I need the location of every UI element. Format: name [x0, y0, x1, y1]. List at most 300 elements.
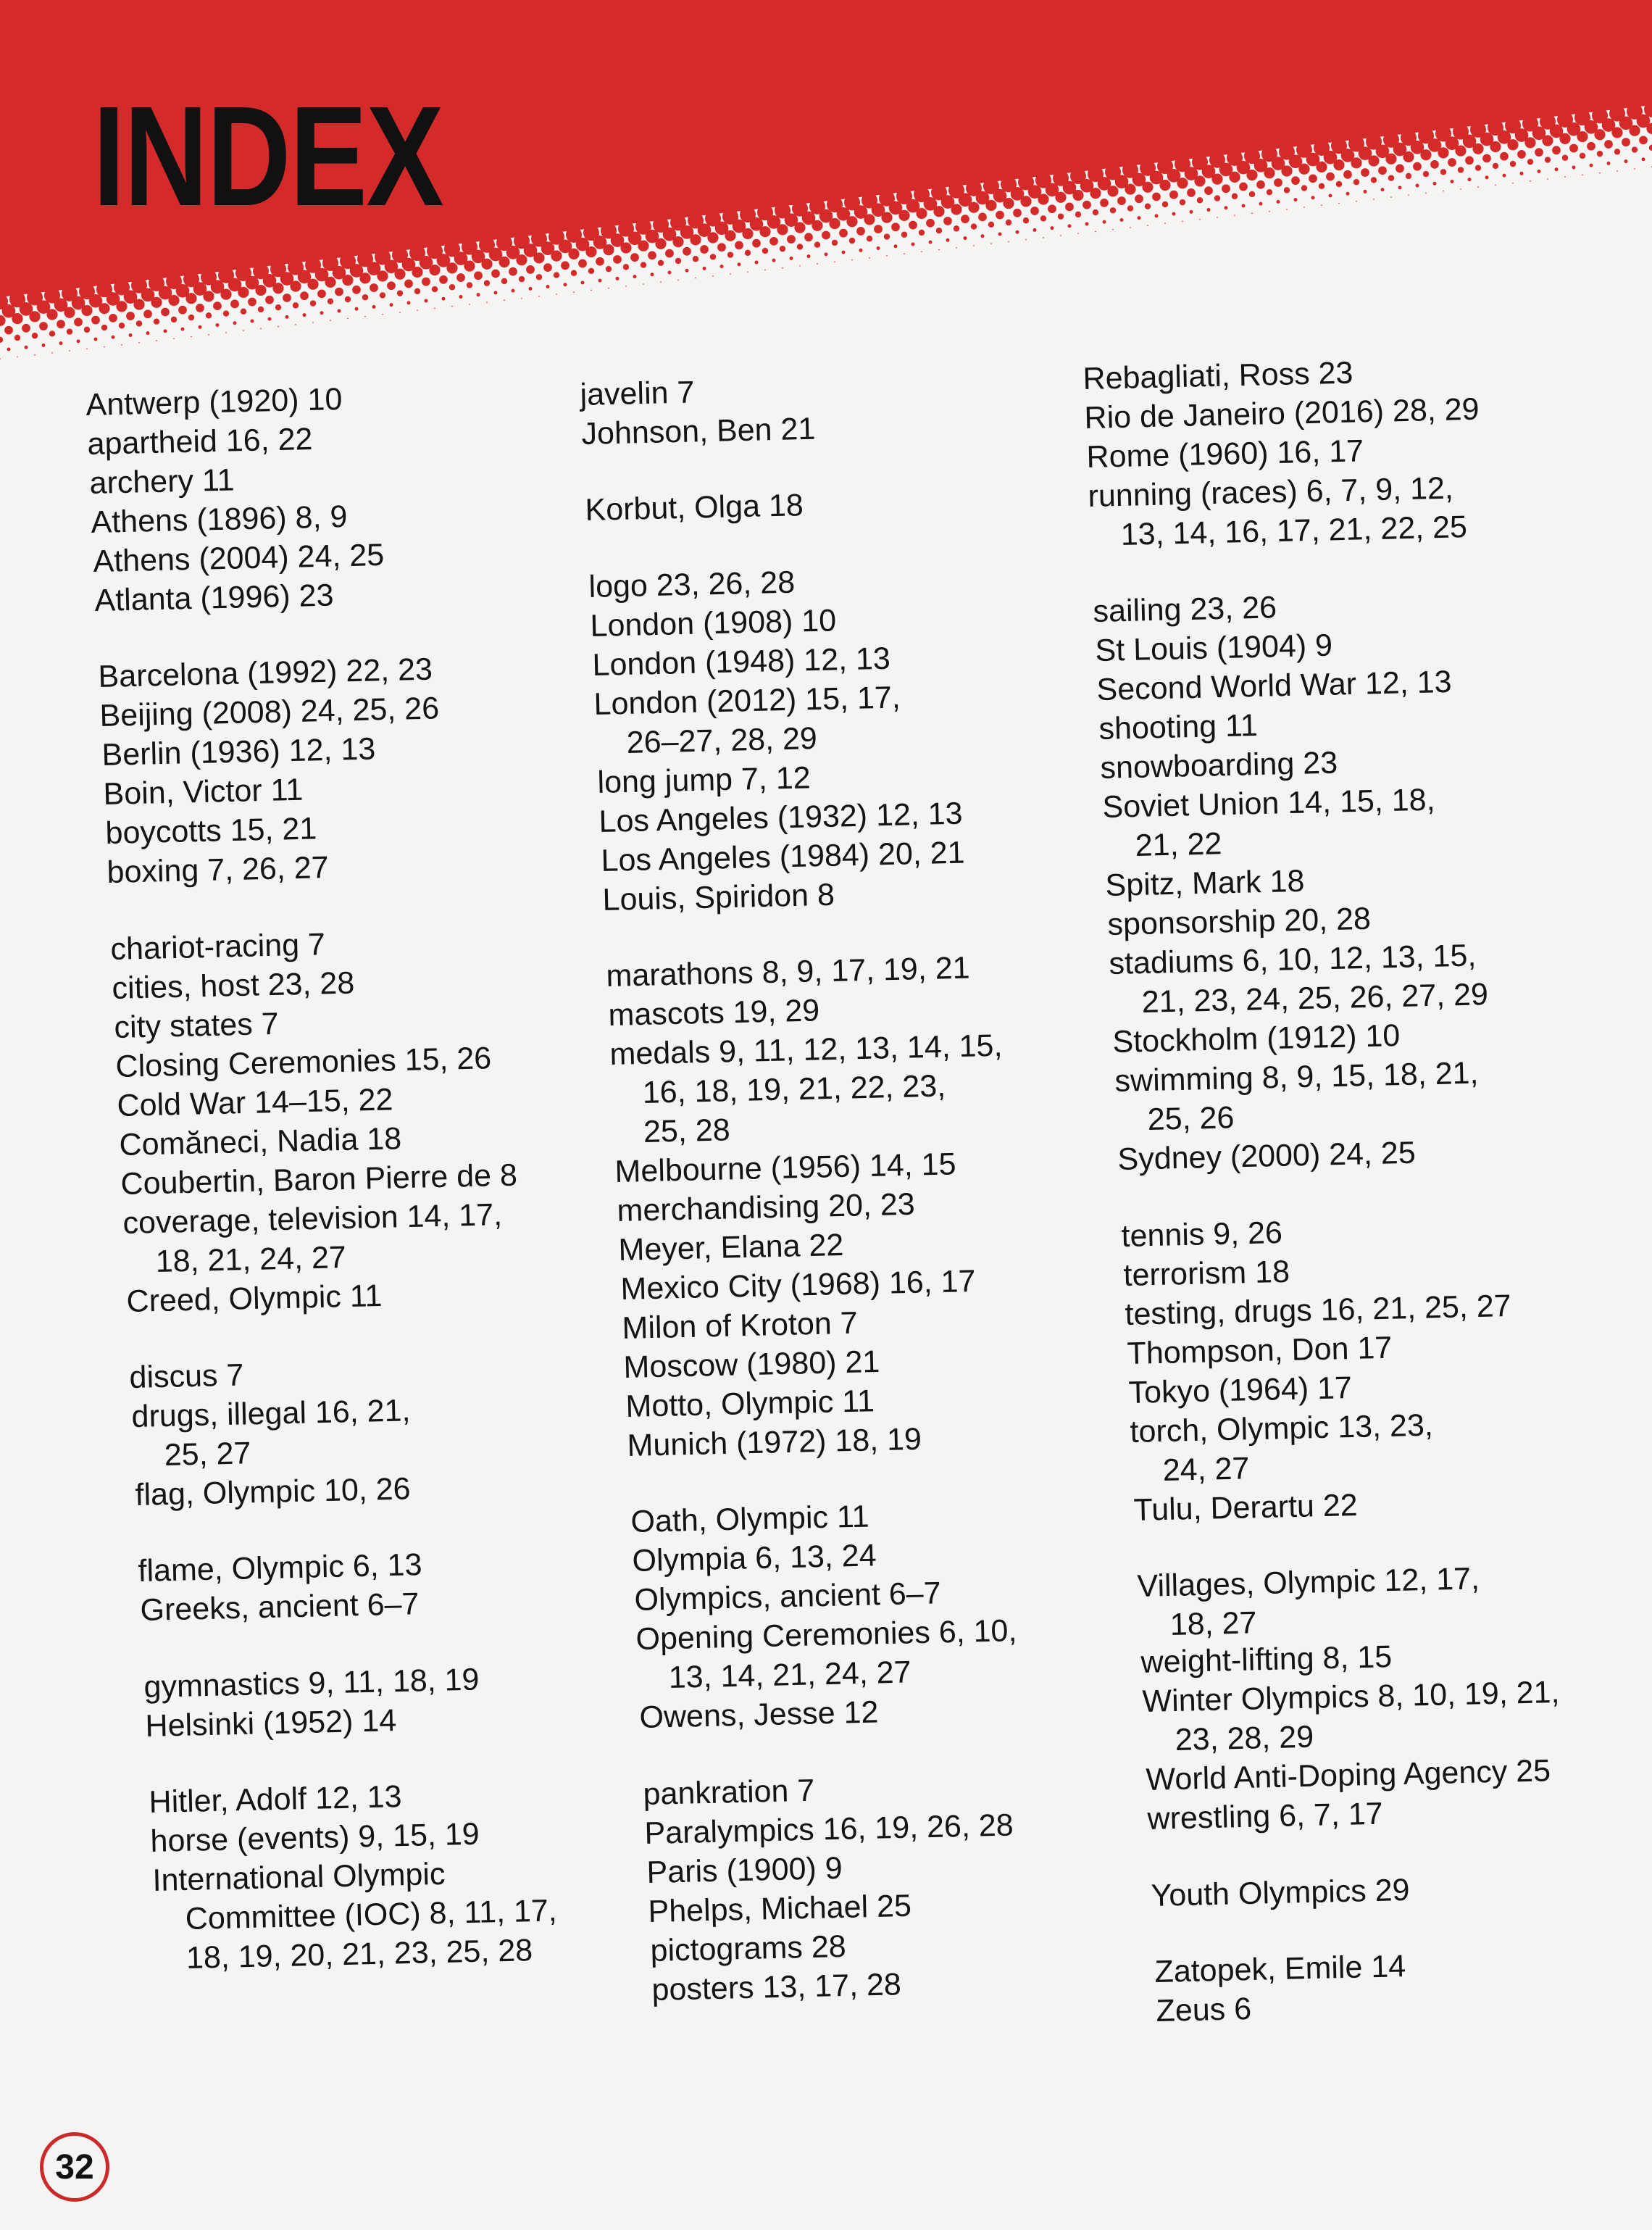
halftone-dot	[1587, 142, 1595, 151]
halftone-dot	[116, 301, 127, 312]
halftone-dot	[1316, 162, 1327, 172]
halftone-dot	[919, 230, 925, 236]
halftone-dot	[1048, 204, 1056, 213]
halftone-dot	[1364, 190, 1367, 194]
halftone-dot	[1033, 228, 1037, 232]
halftone-dot	[1458, 167, 1464, 172]
index-term: pictograms 28	[649, 1929, 846, 1968]
halftone-dot	[1485, 175, 1489, 179]
halftone-dot	[516, 254, 527, 265]
halftone-dot	[225, 332, 227, 333]
halftone-dot	[1569, 144, 1578, 153]
index-term: logo 23, 26, 28	[588, 565, 796, 604]
index-term: Paris (1900) 9	[646, 1850, 843, 1890]
index-term: wrestling 6, 7, 17	[1147, 1796, 1384, 1837]
index-term: Winter Olympics 8, 10, 19, 21,	[1142, 1675, 1561, 1720]
halftone-dot	[283, 294, 291, 302]
index-term: Paralympics 16, 19, 26, 28	[644, 1807, 1014, 1851]
halftone-dot	[707, 232, 718, 243]
halftone-dot	[1120, 218, 1124, 222]
halftone-dot	[938, 249, 940, 251]
halftone-dot	[561, 261, 570, 270]
halftone-dot	[1465, 156, 1474, 165]
halftone-dot	[968, 202, 979, 213]
halftone-dot	[961, 215, 969, 223]
halftone-dot	[22, 324, 30, 333]
halftone-dot	[1110, 207, 1116, 213]
halftone-dot	[481, 259, 492, 270]
halftone-dot	[1632, 146, 1638, 152]
halftone-dot	[1562, 155, 1568, 161]
halftone-dot	[571, 270, 577, 276]
halftone-dot	[978, 212, 987, 221]
header-banner	[0, 0, 1652, 362]
index-term: Boin, Victor 11	[103, 773, 304, 812]
halftone-dot	[74, 318, 83, 327]
index-term: stadiums 6, 10, 12, 13, 15,	[1109, 938, 1477, 982]
halftone-dot	[1277, 200, 1280, 204]
halftone-dot	[996, 211, 1004, 220]
halftone-dot	[1125, 183, 1135, 194]
halftone-dot	[1388, 175, 1394, 180]
index-term: London (1948) 12, 13	[591, 641, 891, 683]
halftone-dot	[533, 252, 544, 263]
index-term: posters 13, 17, 28	[651, 1966, 902, 2008]
halftone-dot	[787, 235, 796, 244]
halftone-dot	[206, 312, 212, 318]
halftone-dot	[630, 253, 639, 262]
halftone-dot	[735, 241, 743, 250]
index-term: Coubertin, Baron Pierre de 8	[120, 1157, 518, 1202]
halftone-dot	[171, 317, 177, 323]
halftone-dot	[86, 348, 88, 349]
halftone-dot	[1326, 172, 1335, 181]
halftone-dot	[1204, 186, 1213, 195]
index-term: marathons 8, 9, 17, 19, 21	[606, 950, 971, 994]
halftone-dot	[1187, 188, 1196, 197]
halftone-dot	[985, 200, 996, 211]
index-term: Stockholm (1912) 10	[1112, 1018, 1401, 1060]
index-continuation: 21, 22	[1134, 826, 1222, 864]
halftone-dot	[1138, 216, 1141, 220]
index-continuation: 24, 27	[1162, 1450, 1251, 1488]
halftone-dot	[690, 234, 701, 245]
halftone-dot	[1159, 180, 1170, 191]
index-term: Rome (1960) 16, 17	[1085, 433, 1364, 475]
halftone-dot	[1194, 175, 1205, 186]
halftone-dot	[417, 309, 418, 311]
halftone-dot	[1597, 151, 1603, 157]
halftone-dot	[320, 311, 324, 315]
halftone-dot	[1232, 194, 1238, 199]
halftone-dot	[954, 225, 959, 231]
halftone-dot	[869, 257, 870, 259]
halftone-dot	[168, 295, 179, 306]
index-term: Munich (1972) 18, 19	[627, 1421, 922, 1463]
index-entry	[131, 1386, 640, 1476]
halftone-dot	[446, 262, 457, 273]
halftone-dot	[1590, 164, 1593, 167]
index-continuation: 18, 27	[1169, 1605, 1257, 1642]
halftone-dot	[64, 307, 75, 318]
halftone-dot	[638, 241, 648, 251]
halftone-dot	[293, 302, 299, 308]
halftone-dot	[1281, 165, 1292, 176]
halftone-dot	[387, 281, 396, 290]
halftone-dot	[59, 341, 63, 345]
halftone-dot	[814, 241, 820, 247]
halftone-dot	[777, 224, 788, 235]
index-entry	[1142, 1671, 1651, 1760]
halftone-dot	[825, 252, 828, 256]
halftone-dot	[720, 265, 724, 268]
index-term: shooting 11	[1098, 708, 1259, 747]
index-term: city states 7	[113, 1006, 279, 1045]
halftone-dot	[1614, 149, 1620, 154]
halftone-dot	[1338, 203, 1340, 204]
halftone-dot	[846, 216, 857, 227]
halftone-dot	[338, 309, 341, 313]
index-term: Comăneci, Nadia 18	[118, 1120, 402, 1162]
halftone-dot	[1177, 178, 1188, 188]
halftone-dot	[133, 299, 144, 309]
halftone-dot	[370, 283, 378, 292]
halftone-dot	[1025, 239, 1027, 241]
halftone-dot	[812, 220, 822, 231]
index-term: flame, Olympic 6, 13	[138, 1547, 423, 1589]
halftone-dot	[1040, 215, 1046, 221]
halftone-dot	[643, 283, 644, 285]
halftone-dot	[804, 233, 813, 241]
halftone-dot	[1396, 165, 1404, 173]
index-term: horse (events) 9, 15, 19	[150, 1816, 480, 1859]
halftone-dot	[14, 335, 20, 341]
halftone-dot	[1107, 186, 1118, 196]
index-continuation: 25, 27	[164, 1436, 251, 1473]
halftone-dot	[345, 296, 351, 302]
index-continuation: 25, 28	[643, 1112, 731, 1149]
halftone-dot	[1425, 193, 1427, 194]
halftone-dot	[243, 330, 244, 331]
halftone-dot	[1055, 192, 1066, 203]
halftone-dot	[1507, 139, 1518, 150]
halftone-dot	[1152, 193, 1161, 201]
halftone-dot	[1286, 209, 1288, 210]
halftone-dot	[382, 314, 383, 315]
halftone-dot	[121, 344, 122, 346]
index-term: St Louis (1904) 9	[1094, 628, 1333, 669]
halftone-dot	[717, 243, 726, 251]
halftone-dot	[1162, 201, 1168, 207]
halftone-dot	[1333, 159, 1344, 170]
index-term: Moscow (1980) 21	[623, 1344, 881, 1385]
index-term: Louis, Spiridon 8	[602, 877, 835, 918]
index-term: London (2012) 15, 17,	[593, 679, 901, 722]
index-continuation: 23, 28, 29	[1175, 1719, 1314, 1758]
halftone-dot	[1222, 184, 1230, 193]
halftone-dot	[77, 339, 80, 343]
halftone-dot	[1408, 194, 1409, 196]
halftone-dot	[886, 255, 888, 257]
index-term: Athens (1896) 8, 9	[91, 499, 349, 540]
halftone-dot	[1443, 191, 1444, 192]
halftone-dot	[554, 272, 559, 278]
halftone-dot	[268, 317, 272, 321]
halftone-dot	[1403, 151, 1414, 162]
halftone-dot	[1607, 162, 1611, 165]
halftone-dot	[700, 245, 709, 254]
index-term: apartheid 16, 22	[87, 421, 314, 462]
index-term: Olympia 6, 13, 24	[632, 1538, 877, 1579]
index-term: Owens, Jesse 12	[639, 1694, 880, 1736]
halftone-dot	[498, 257, 509, 267]
halftone-dot	[1249, 191, 1255, 197]
index-term: Zeus 6	[1156, 1991, 1252, 2029]
index-term: Spitz, Mark 18	[1105, 864, 1306, 904]
halftone-dot	[216, 323, 220, 327]
halftone-dot	[112, 336, 115, 339]
halftone-dot	[230, 299, 239, 308]
index-continuation: 13, 14, 21, 24, 27	[668, 1655, 912, 1696]
halftone-dot	[1303, 207, 1305, 208]
halftone-dot	[1351, 157, 1361, 168]
halftone-dot	[143, 309, 152, 318]
halftone-dot	[529, 287, 533, 291]
halftone-dot	[220, 289, 231, 300]
halftone-dot	[1524, 137, 1535, 148]
halftone-dot	[799, 265, 801, 267]
halftone-dot	[851, 259, 853, 261]
index-term: Thompson, Don 17	[1126, 1330, 1393, 1371]
index-term: Beijing (2008) 24, 25, 26	[99, 691, 440, 734]
halftone-dot	[399, 312, 401, 313]
halftone-dot	[620, 242, 631, 253]
halftone-dot	[12, 313, 22, 324]
halftone-dot	[683, 247, 691, 256]
index-term: Johnson, Ben 21	[581, 411, 817, 452]
halftone-dot	[891, 222, 900, 231]
halftone-dot	[1006, 220, 1011, 225]
index-term: javelin 7	[580, 375, 695, 412]
halftone-dot	[1301, 185, 1307, 191]
halftone-dot	[585, 246, 596, 257]
index-term: Oath, Olympic 11	[630, 1499, 870, 1540]
index-entry	[1102, 776, 1611, 866]
halftone-dot	[29, 311, 40, 322]
halftone-dot	[1190, 210, 1193, 214]
halftone-dot	[39, 322, 48, 330]
index-term: tennis 9, 26	[1121, 1215, 1283, 1254]
index-term: drugs, illegal 16, 21,	[130, 1393, 411, 1434]
halftone-dot	[451, 306, 453, 307]
halftone-dot	[1500, 152, 1509, 161]
index-term: Korbut, Olga 18	[585, 488, 804, 528]
halftone-dot	[990, 243, 992, 244]
halftone-dot	[1438, 147, 1448, 158]
index-continuation: 13, 14, 16, 17, 21, 22, 25	[1120, 509, 1468, 552]
halftone-dot	[648, 251, 656, 259]
halftone-dot	[606, 266, 612, 272]
halftone-dot	[1030, 207, 1039, 215]
halftone-dot	[564, 283, 567, 286]
halftone-dot	[842, 251, 846, 254]
halftone-dot	[881, 212, 892, 223]
halftone-dot	[1214, 195, 1220, 201]
index-term: medals 9, 11, 12, 13, 14, 15,	[609, 1028, 1003, 1072]
halftone-dot	[1068, 224, 1072, 228]
halftone-dot	[551, 251, 562, 262]
halftone-dot	[1564, 176, 1566, 178]
halftone-dot	[213, 301, 222, 310]
halftone-dot	[25, 346, 28, 349]
index-term: long jump 7, 12	[597, 760, 812, 800]
index-term: archery 11	[88, 462, 235, 501]
halftone-dot	[693, 256, 698, 262]
index-term: flag, Olympic 10, 26	[134, 1471, 411, 1513]
halftone-dot	[1555, 167, 1559, 171]
halftone-dot	[1093, 209, 1098, 215]
index-entry	[593, 673, 1102, 763]
halftone-dot	[1112, 229, 1114, 230]
halftone-dot	[491, 270, 500, 278]
index-term: Phelps, Michael 25	[648, 1888, 912, 1929]
halftone-dot	[755, 261, 759, 265]
halftone-dot	[1023, 217, 1029, 223]
halftone-dot	[310, 300, 316, 306]
halftone-dot	[1077, 233, 1079, 234]
halftone-dot	[1490, 141, 1501, 152]
halftone-dot	[317, 289, 326, 298]
index-term: pankration 7	[642, 1773, 815, 1812]
index-entry	[1130, 1401, 1638, 1491]
halftone-dot	[598, 279, 602, 283]
halftone-dot	[936, 228, 942, 233]
halftone-dot	[943, 217, 952, 225]
index-term: gymnastics 9, 11, 18, 19	[143, 1661, 480, 1705]
index-term: weight-lifting 8, 15	[1140, 1639, 1393, 1681]
halftone-dot	[668, 271, 672, 275]
halftone-dot	[84, 327, 90, 333]
halftone-dot	[1127, 205, 1133, 211]
halftone-dot	[742, 228, 753, 239]
index-term: International Olympic	[151, 1856, 446, 1898]
halftone-dot	[672, 236, 683, 247]
halftone-dot	[1145, 203, 1151, 209]
halftone-dot	[1207, 208, 1211, 212]
halftone-dot	[1545, 157, 1551, 162]
halftone-dot	[695, 278, 696, 279]
halftone-dot	[839, 229, 848, 238]
halftone-dot	[1378, 166, 1387, 175]
halftone-dot	[1599, 172, 1601, 174]
halftone-dot	[762, 248, 768, 254]
halftone-dot	[1147, 225, 1148, 226]
halftone-dot	[1267, 189, 1272, 195]
halftone-dot	[623, 264, 629, 270]
index-entry	[122, 1192, 631, 1282]
index-term: mascots 19, 29	[607, 993, 820, 1033]
halftone-dot	[467, 282, 472, 288]
halftone-dot	[1321, 204, 1322, 206]
halftone-dot	[407, 301, 411, 304]
halftone-dot	[1343, 170, 1352, 179]
index-term: Los Angeles (1984) 20, 21	[600, 835, 965, 878]
halftone-dot	[1060, 235, 1061, 236]
index-term: Rio de Janeiro (2016) 28, 29	[1084, 391, 1480, 436]
halftone-dot	[747, 271, 748, 272]
index-entry	[1114, 1050, 1623, 1140]
index-term: Villages, Olympic 12, 17,	[1137, 1561, 1480, 1604]
halftone-dot	[248, 298, 256, 307]
halftone-dot	[1217, 217, 1218, 218]
halftone-dot	[1058, 213, 1064, 219]
index-term: boxing 7, 26, 27	[107, 850, 330, 891]
halftone-dot	[181, 328, 185, 331]
halftone-dot	[1510, 161, 1516, 167]
halftone-dot	[34, 354, 36, 356]
halftone-dot	[347, 318, 349, 320]
halftone-dot	[223, 310, 229, 316]
halftone-dot	[613, 255, 622, 264]
halftone-dot	[1225, 206, 1228, 209]
halftone-dot	[849, 238, 855, 244]
halftone-dot	[494, 291, 498, 294]
index-entry	[152, 1850, 662, 1979]
halftone-dot	[328, 299, 333, 304]
halftone-dot	[404, 280, 413, 288]
halftone-dot	[1582, 175, 1583, 176]
halftone-dot	[1264, 167, 1275, 178]
halftone-dot	[1155, 214, 1159, 217]
halftone-dot	[173, 338, 175, 340]
halftone-dot	[1642, 157, 1645, 161]
halftone-dot	[1538, 170, 1541, 173]
halftone-dot	[1361, 168, 1369, 177]
halftone-dot	[956, 247, 957, 249]
index-continuation: 25, 26	[1146, 1100, 1235, 1138]
halftone-dot	[0, 337, 3, 343]
halftone-dot	[258, 307, 264, 312]
halftone-dot	[764, 270, 766, 271]
halftone-dot	[981, 234, 985, 238]
halftone-dot	[1535, 148, 1543, 157]
halftone-dot	[504, 300, 505, 301]
halftone-dot	[185, 293, 196, 304]
halftone-dot	[1385, 154, 1396, 165]
index-continuation: 21, 23, 24, 25, 26, 27, 29	[1141, 977, 1489, 1020]
halftone-dot	[380, 292, 385, 298]
index-term: Second World War 12, 13	[1096, 665, 1453, 708]
halftone-dot	[512, 289, 515, 293]
index-term: Youth Olympics 29	[1151, 1872, 1411, 1913]
halftone-dot	[474, 271, 483, 280]
halftone-dot	[797, 244, 803, 249]
index-entry	[1151, 1865, 1652, 1915]
halftone-dot	[1624, 159, 1628, 163]
halftone-dot	[81, 305, 92, 316]
halftone-dot	[834, 262, 835, 263]
halftone-dot	[1572, 165, 1576, 169]
halftone-dot	[817, 263, 818, 265]
halftone-dot	[1072, 190, 1083, 201]
halftone-dot	[651, 272, 654, 276]
halftone-dot	[422, 278, 430, 286]
halftone-dot	[727, 251, 733, 257]
halftone-dot	[1495, 185, 1496, 186]
halftone-dot	[909, 221, 917, 230]
halftone-dot	[275, 304, 281, 310]
halftone-dot	[154, 318, 159, 324]
